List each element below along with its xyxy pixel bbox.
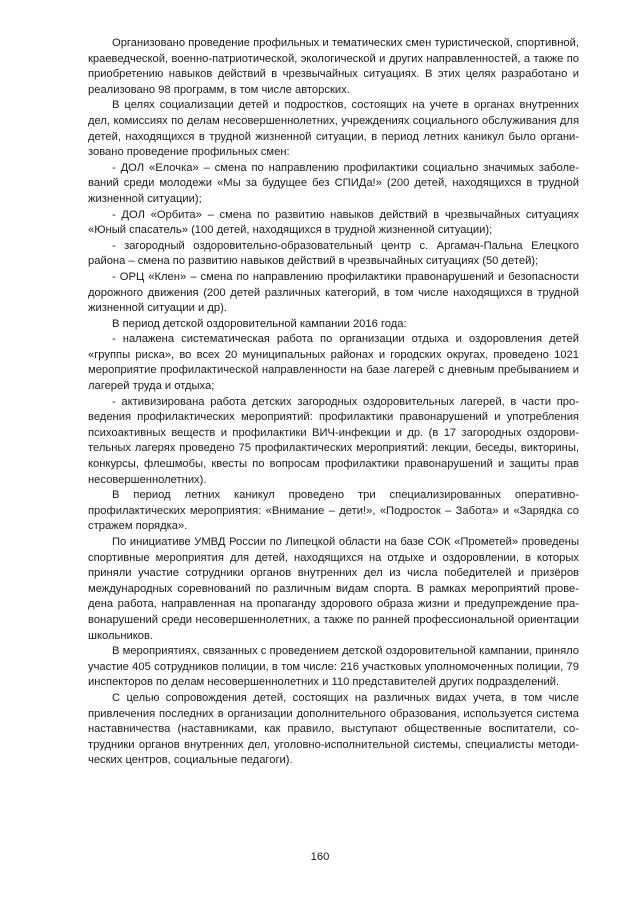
list-item-risk-group-work: - налажена систематическая работа по организации отдыха и оздоровления детей «группы риска», во всех 20 муниципальных районах и городских округах, проведено 1021 мероприятие профилактической направленности на базе лагерей с дневным пребыванием и лагерей труда и отдыха; <box>88 333 579 393</box>
list-item-camp-orbita: - ДОЛ «Орбита» – смена по развитию навыков действий в чрезвычайных ситуациях «Юный спасатель» (100 детей, находящихся в трудной жизненной ситуации); <box>88 208 579 237</box>
paragraph-socialization: В целях социализации детей и подростков, состоящих на учете в органах внутренних дел, комиссиях по делам несовершеннолетних, учреждениях социального обслуживания для детей, находящихся в трудной жизненной ситуации, в период летних каникул было организовано проведение профильных смен: <box>88 99 579 159</box>
list-item-orc-klen: - ОРЦ «Клен» – смена по направлению профилактики правонарушений и безопасности дорожного движения (200 детей различных категорий, в том числе находящихся в трудной жизненной ситуации и др). <box>88 270 579 315</box>
paragraph-sports-events: По инициативе УМВД России по Липецкой области на базе СОК «Прометей» проведены спортивные мероприятия для детей, находящихся на отдыхе и оздоровлении, в которых приняли участие сотрудники органов внутренних дел из числа победителей и призёров международных соревнований по различным видам спорта. В рамках мероприятий проведена работа, направленная на пропаганду здорового образа жизни и предупреждение правонарушений среди несовершеннолетних, а также по ранней профессиональной ориентации школьников. <box>88 536 579 642</box>
paragraph-operations: В период летних каникул проведено три специализированных оперативно-профилактических мероприятия: «Внимание – дети!», «Подросток – Забота» и «Зарядка со стражем порядка». <box>88 489 579 533</box>
document-body <box>88 36 579 769</box>
list-item-camp-elochka: - ДОЛ «Елочка» – смена по направлению профилактики социально значимых заболеваний среди молодежи «Мы за будущее без СПИДа!» (200 детей, находящихся в трудной жизненной ситуации); <box>88 161 579 205</box>
paragraph-mentoring: С целью сопровождения детей, состоящих на различных видах учета, в том числе привлечения последних в организации дополнительного образования, используется система наставничества (наставниками, как правило, выступают общественные воспитатели, сотрудники органов внутренних дел, уголовно-исполнительной системы, специалисты методических центров, социальные педагоги). <box>88 691 579 767</box>
paragraph-profile-shifts: Организовано проведение профильных и тематических смен туристической, спортивной, краеведческой, военно-патриотической, экологической и других направленностей, а также по приобретению навыков действий в чрезвычайных ситуациях. В этих целях разработано и реализовано 98 программ, в том числе авторских. <box>88 37 579 96</box>
paragraph-police-participation: В мероприятиях, связанных с проведением детской оздоровительной кампании, приняло участие 405 сотрудников полиции, в том числе: 216 участковых уполномоченных полиции, 79 инспекторов по делам несовершеннолетних и 110 представителей других подразделений. <box>88 645 579 689</box>
list-item-camp-prevention: - активизирована работа детских загородных оздоровительных лагерей, в части проведения профилактических мероприятий: профилактики правонарушений и употребления психоактивных веществ и профилактики ВИЧ-инфекции и др. (в 17 загородных оздоровительных лагерях проведено 75 профилактических мероприятий: лекции, беседы, викторины, конкурсы, флешмобы, квесты по вопросам профилактики правонарушений и защиты прав несовершеннолетних). <box>88 395 579 486</box>
list-item-center-argamach-palna: - загородный оздоровительно-образовательный центр с. Аргамач-Пальна Елецкого района – смена по развитию навыков действий в чрезвычайных ситуациях (50 детей); <box>88 239 579 268</box>
page-number: 160 <box>310 851 330 863</box>
paragraph-campaign-2016: В период детской оздоровительной кампании 2016 года: <box>112 317 407 330</box>
